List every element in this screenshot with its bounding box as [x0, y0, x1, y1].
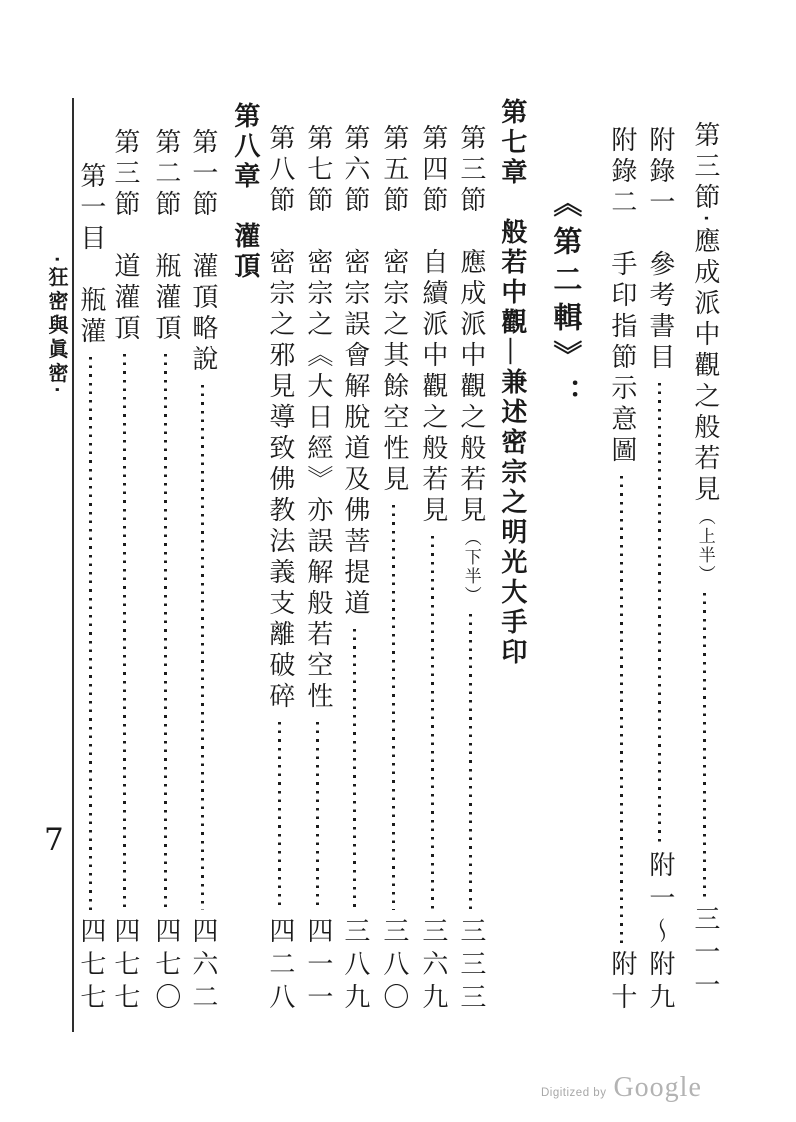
toc-entry-ch8-s1: 第一節 灌頂略說 四六二: [188, 128, 218, 1016]
dot-leader: [89, 357, 92, 910]
toc-entry-ch7-s6: 第六節 密宗誤會解脫道及佛菩提道 三八九: [340, 124, 370, 1016]
toc-entry-label: 第三節‧應成派中觀之般若見: [690, 121, 720, 507]
chapter-7-title: 第七章 般若中觀—兼述密宗之明光大手印: [497, 98, 527, 668]
dot-leader: [164, 354, 167, 910]
toc-entry-ch8-s2: 第二節 瓶灌頂 四七〇: [151, 128, 181, 1016]
toc-entry-annotation: （上半）: [695, 508, 715, 585]
google-logo: Google: [613, 1072, 702, 1103]
toc-entry-ch7-s3: 第三節 應成派中觀之般若見 （下半） 三三三: [456, 124, 486, 1016]
toc-entry-label: 附錄二 手印指節示意圖: [607, 126, 637, 467]
watermark: [541, 1072, 702, 1104]
toc-entry-ch8-s3: 第三節 道灌頂 四七七: [110, 128, 140, 1016]
toc-entry-page: 附一～附九: [645, 851, 675, 1016]
part-title: 《第二輯》：: [549, 188, 582, 416]
dot-leader: [703, 593, 706, 898]
toc-entry-page: 附十: [607, 950, 637, 1016]
digitized-by-text: Digitized by: [541, 1087, 607, 1099]
dot-leader: [201, 385, 204, 910]
dot-leader: [392, 505, 395, 910]
toc-entry-appendix-1: [645, 126, 675, 1016]
toc-entry-ch7-s4: 第四節 自續派中觀之般若見 三六九: [418, 124, 448, 1016]
dot-leader: [316, 722, 319, 910]
dot-leader: [431, 536, 434, 910]
toc-entry-carryover-section: [690, 121, 720, 1004]
toc-entry-appendix-2: [607, 126, 637, 1016]
margin-rule: [72, 98, 74, 1032]
toc-entry-ch7-s5: 第五節 密宗之其餘空性見 三八〇: [379, 124, 409, 1016]
dot-leader: [123, 354, 126, 910]
toc-entry-ch8-s3-item1: 第一目 瓶灌 四七七: [76, 162, 106, 1016]
dot-leader: [620, 476, 623, 943]
toc-entry-label: 附錄一 參考書目: [645, 126, 675, 374]
toc-entry-ch7-s7: 第七節 密宗之《大日經》亦誤解般若空性 四一一: [303, 124, 333, 1016]
dot-leader: [658, 383, 661, 844]
dot-leader: [469, 614, 472, 910]
folio-page-number: 7: [44, 822, 64, 858]
dot-leader: [353, 629, 356, 910]
chapter-8-title: 第八章 灌頂: [230, 102, 260, 282]
toc-entry-page: 三一一: [690, 905, 720, 1004]
dot-leader: [278, 722, 281, 910]
running-title: ‧狂密與眞密‧: [45, 256, 67, 397]
toc-entry-ch7-s8: 第八節 密宗之邪見導致佛教法義支離破碎 四二八: [265, 124, 295, 1016]
